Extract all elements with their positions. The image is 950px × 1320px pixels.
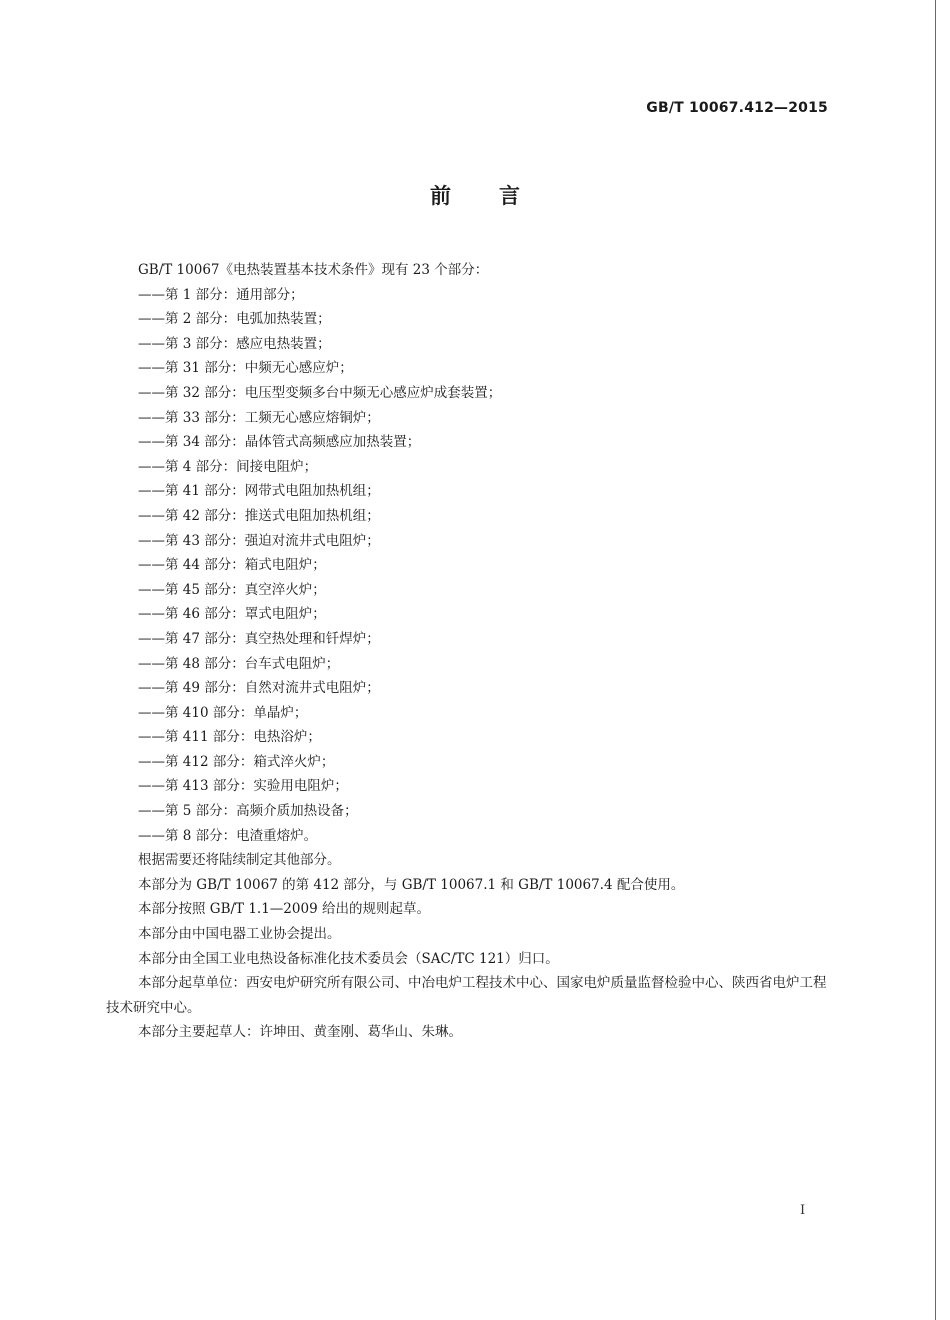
standard-number-header: GB/T 10067.412—2015: [646, 100, 828, 116]
list-item: ——第 413 部分：实验用电阻炉；: [138, 778, 348, 795]
body-paragraph: 本部分按照 GB/T 1.1—2009 给出的规则起草。: [138, 901, 430, 918]
document-body: [106, 258, 836, 1045]
list-item: ——第 1 部分：通用部分；: [138, 286, 304, 303]
list-item: ——第 49 部分：自然对流井式电阻炉；: [138, 680, 380, 697]
body-paragraph: 根据需要还将陆续制定其他部分。: [138, 852, 341, 869]
body-paragraph: 本部分由全国工业电热设备标准化技术委员会（SAC/TC 121）归口。: [138, 950, 559, 967]
list-item: ——第 411 部分：电热浴炉；: [138, 729, 321, 746]
list-item: ——第 48 部分：台车式电阻炉；: [138, 655, 340, 672]
body-paragraph: 本部分由中国电器工业协会提出。: [138, 926, 341, 943]
intro-paragraph: GB/T 10067《电热装置基本技术条件》现有 23 个部分：: [138, 262, 489, 278]
list-item: ——第 46 部分：罩式电阻炉；: [138, 606, 326, 623]
list-item: ——第 45 部分：真空淬火炉；: [138, 581, 326, 598]
list-item: ——第 44 部分：箱式电阻炉；: [138, 557, 326, 574]
list-item: ——第 41 部分：网带式电阻加热机组；: [138, 483, 380, 500]
list-item: ——第 31 部分：中频无心感应炉；: [138, 360, 353, 377]
list-item: ——第 32 部分：电压型变频多台中频无心感应炉成套装置；: [138, 384, 502, 401]
body-paragraph: 本部分主要起草人：许坤田、黄奎刚、葛华山、朱琳。: [138, 1024, 462, 1041]
list-item: ——第 4 部分：间接电阻炉；: [138, 458, 318, 475]
list-item: ——第 2 部分：电弧加热装置；: [138, 311, 331, 328]
body-paragraph: 本部分为 GB/T 10067 的第 412 部分，与 GB/T 10067.1 和 GB/T 10067.4 配合使用。: [138, 876, 685, 893]
list-item: ——第 5 部分：高频介质加热设备；: [138, 803, 358, 820]
list-item: ——第 8 部分：电渣重熔炉。: [138, 827, 318, 844]
list-item: ——第 34 部分：晶体管式高频感应加热装置；: [138, 434, 421, 451]
list-item: ——第 3 部分：感应电热装置；: [138, 335, 331, 352]
list-item: ——第 412 部分：箱式淬火炉；: [138, 753, 335, 770]
page-number: I: [800, 1203, 806, 1218]
list-item: ——第 42 部分：推送式电阻加热机组；: [138, 507, 380, 524]
parts-list: [106, 283, 836, 849]
list-item: ——第 43 部分：强迫对流井式电阻炉；: [138, 532, 380, 549]
body-paragraph: 本部分起草单位：西安电炉研究所有限公司、中冶电炉工程技术中心、国家电炉质量监督检验中心、陕西省电炉工程技术研究中心。: [106, 975, 827, 1016]
list-item: ——第 47 部分：真空热处理和钎焊炉；: [138, 630, 380, 647]
list-item: ——第 33 部分：工频无心感应熔铜炉；: [138, 409, 380, 426]
list-item: ——第 410 部分：单晶炉；: [138, 704, 308, 721]
page-title: 前言: [430, 184, 568, 208]
